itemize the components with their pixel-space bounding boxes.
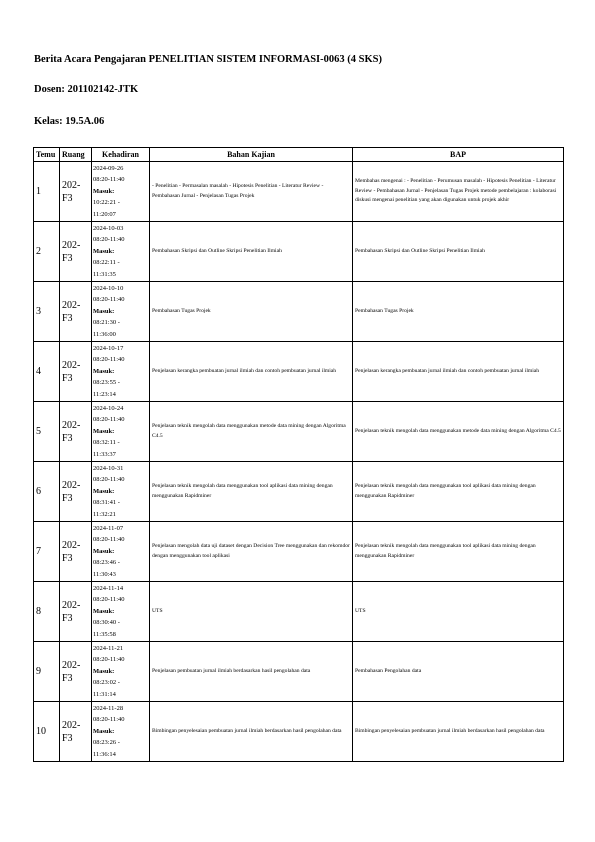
table-row (34, 342, 564, 402)
table-row (34, 402, 564, 462)
cell-ruang: 202-F3 (60, 222, 92, 282)
kehadiran-masuk-label: Masuk: (93, 727, 115, 735)
cell-bahan-kajian: - Penelitian - Permasalan masalah - Hipotesis Penelitian - Literatur Review - Pembahasan Jurnal - Penjelasan Tugas Projek (150, 162, 353, 222)
cell-temu: 7 (34, 522, 60, 582)
table-row (34, 522, 564, 582)
kehadiran-jadwal: 08:20-11:40 (93, 656, 125, 664)
kehadiran-tanggal: 2024-10-10 (93, 284, 124, 292)
cell-bahan-kajian: UTS (150, 582, 353, 642)
col-header-kehadiran: Kehadiran (92, 148, 150, 162)
kehadiran-masuk-label: Masuk: (93, 667, 115, 675)
cell-ruang: 202-F3 (60, 162, 92, 222)
kehadiran-tanggal: 2024-09-26 (93, 164, 124, 172)
table-row (34, 582, 564, 642)
cell-bap: Membahas mengenai : - Penelitian - Perumusan masalah - Hipotesis Penelitian - Literatur Review - Pembahasan Jurnal - Penjelasan Tugas Projek metode pembelajaran : kolaborasi diskusi mengenai penelitian yang akan digunakan untuk projek akhir (353, 162, 564, 222)
document-title: Berita Acara Pengajaran PENELITIAN SISTEM INFORMASI-0063 (4 SKS) (34, 54, 382, 65)
kehadiran-masuk-label: Masuk: (93, 547, 115, 555)
kehadiran-jadwal: 08:20-11:40 (93, 356, 125, 364)
cell-kehadiran (92, 702, 150, 762)
kehadiran-jadwal: 08:20-11:40 (93, 416, 125, 424)
cell-temu: 6 (34, 462, 60, 522)
cell-bap: Pembahasan Pengolahan data (353, 642, 564, 702)
cell-ruang: 202-F3 (60, 462, 92, 522)
kehadiran-tanggal: 2024-11-28 (93, 704, 124, 712)
table-header-row (34, 148, 564, 162)
cell-temu: 10 (34, 702, 60, 762)
table-row (34, 282, 564, 342)
kehadiran-masuk: 08:30:40 - (93, 619, 120, 627)
kehadiran-keluar: 11:23:14 (93, 390, 116, 398)
kehadiran-keluar: 11:32:21 (93, 510, 116, 518)
table-row (34, 642, 564, 702)
cell-bahan-kajian: Penjelasan pembuatan jurnal ilmiah berdasarkan hasil pengolahan data (150, 642, 353, 702)
dosen-line: Dosen: 201102142-JTK (34, 84, 139, 95)
cell-kehadiran (92, 522, 150, 582)
kelas-line: Kelas: 19.5A.06 (34, 116, 105, 127)
kehadiran-masuk: 08:23:55 - (93, 379, 120, 387)
table-row (34, 702, 564, 762)
cell-temu: 3 (34, 282, 60, 342)
col-header-bap: BAP (353, 148, 564, 162)
table-row (34, 222, 564, 282)
kehadiran-masuk-label: Masuk: (93, 427, 115, 435)
kehadiran-keluar: 11:33:37 (93, 450, 116, 458)
kehadiran-jadwal: 08:20-11:40 (93, 596, 125, 604)
kehadiran-masuk: 08:22:11 - (93, 259, 120, 267)
cell-bap: Pembahasan Skripsi dan Outline Skripsi Penelitian Ilmiah (353, 222, 564, 282)
kehadiran-masuk-label: Masuk: (93, 247, 115, 255)
kehadiran-masuk: 08:23:46 - (93, 559, 120, 567)
kehadiran-keluar: 11:31:35 (93, 270, 116, 278)
cell-ruang: 202-F3 (60, 402, 92, 462)
kehadiran-masuk-label: Masuk: (93, 607, 115, 615)
kehadiran-masuk: 08:23:02 - (93, 679, 120, 687)
col-header-temu: Temu (34, 148, 60, 162)
kehadiran-masuk: 10:22:21 - (93, 199, 120, 207)
cell-temu: 2 (34, 222, 60, 282)
cell-bap: Bimbingan penyelesaian pembuatan jurnal ilmiah berdasarkan hasil pengolahan data (353, 702, 564, 762)
col-header-bahan-kajian: Bahan Kajian (150, 148, 353, 162)
bap-table (33, 147, 564, 762)
kehadiran-tanggal: 2024-10-17 (93, 344, 124, 352)
kehadiran-jadwal: 08:20-11:40 (93, 176, 125, 184)
cell-bahan-kajian: Pembahasan Skripsi dan Outline Skripsi Penelitian Ilmiah (150, 222, 353, 282)
cell-ruang: 202-F3 (60, 522, 92, 582)
kehadiran-keluar: 11:31:14 (93, 690, 116, 698)
cell-bap: Pembahasan Tugas Projek (353, 282, 564, 342)
cell-bahan-kajian: Penjelasan teknik mengolah data menggunakan tool aplikasi data mining dengan menggunakan Rapidminer (150, 462, 353, 522)
kehadiran-tanggal: 2024-10-24 (93, 404, 124, 412)
cell-bahan-kajian: Penjelasan teknik mengolah data menggunakan metode data mining dengan Algoritma C4.5 (150, 402, 353, 462)
cell-ruang: 202-F3 (60, 282, 92, 342)
kehadiran-jadwal: 08:20-11:40 (93, 296, 125, 304)
kehadiran-jadwal: 08:20-11:40 (93, 536, 125, 544)
kehadiran-tanggal: 2024-10-31 (93, 464, 124, 472)
cell-bahan-kajian: Penjelasan mengolah data uji dataset dengan Decision Tree menggunakan dan rekomdor dengan menggunakan tool aplikasi (150, 522, 353, 582)
table-row (34, 162, 564, 222)
kehadiran-keluar: 11:36:00 (93, 330, 116, 338)
cell-ruang: 202-F3 (60, 342, 92, 402)
cell-bap: Penjelasan teknik mengolah data menggunakan tool aplikasi data mining dengan menggunakan Rapidminer (353, 462, 564, 522)
kehadiran-keluar: 11:35:58 (93, 630, 116, 638)
kehadiran-keluar: 11:20:07 (93, 210, 116, 218)
cell-kehadiran (92, 582, 150, 642)
kehadiran-tanggal: 2024-11-07 (93, 524, 124, 532)
kehadiran-jadwal: 08:20-11:40 (93, 716, 125, 724)
kehadiran-masuk-label: Masuk: (93, 487, 115, 495)
cell-bahan-kajian: Pembahasan Tugas Projek (150, 282, 353, 342)
cell-kehadiran (92, 462, 150, 522)
kehadiran-masuk-label: Masuk: (93, 367, 115, 375)
cell-bap: Penjelasan kerangka pembuatan jurnal ilmiah dan contoh pembuatan jurnal ilmiah (353, 342, 564, 402)
cell-ruang: 202-F3 (60, 582, 92, 642)
cell-kehadiran (92, 402, 150, 462)
kehadiran-masuk: 08:32:11 - (93, 439, 120, 447)
cell-bap: UTS (353, 582, 564, 642)
cell-ruang: 202-F3 (60, 642, 92, 702)
kehadiran-keluar: 11:30:43 (93, 570, 116, 578)
table-row (34, 462, 564, 522)
cell-bap: Penjelasan teknik mengolah data menggunakan tool aplikasi data mining dengan menggunakan Rapidminer (353, 522, 564, 582)
cell-kehadiran (92, 342, 150, 402)
kehadiran-jadwal: 08:20-11:40 (93, 476, 125, 484)
col-header-ruang: Ruang (60, 148, 92, 162)
kehadiran-tanggal: 2024-11-14 (93, 584, 124, 592)
cell-bahan-kajian: Bimbingan penyelesaian pembuatan jurnal ilmiah berdasarkan hasil pengolahan data (150, 702, 353, 762)
cell-kehadiran (92, 162, 150, 222)
cell-bap: Penjelasan teknik mengolah data menggunakan metode data mining dengan Algoritma C4.5 (353, 402, 564, 462)
cell-temu: 4 (34, 342, 60, 402)
kehadiran-tanggal: 2024-11-21 (93, 644, 124, 652)
kehadiran-masuk-label: Masuk: (93, 187, 115, 195)
kehadiran-keluar: 11:36:14 (93, 750, 116, 758)
cell-kehadiran (92, 642, 150, 702)
cell-temu: 9 (34, 642, 60, 702)
cell-temu: 5 (34, 402, 60, 462)
kehadiran-masuk-label: Masuk: (93, 307, 115, 315)
kehadiran-jadwal: 08:20-11:40 (93, 236, 125, 244)
kehadiran-masuk: 08:31:41 - (93, 499, 120, 507)
kehadiran-tanggal: 2024-10-03 (93, 224, 124, 232)
kehadiran-masuk: 08:21:30 - (93, 319, 120, 327)
kehadiran-masuk: 08:23:26 - (93, 739, 120, 747)
cell-bahan-kajian: Penjelasan kerangka pembuatan jurnal ilmiah dan contoh pembuatan jurnal ilmiah (150, 342, 353, 402)
cell-ruang: 202-F3 (60, 702, 92, 762)
cell-kehadiran (92, 282, 150, 342)
cell-kehadiran (92, 222, 150, 282)
cell-temu: 8 (34, 582, 60, 642)
cell-temu: 1 (34, 162, 60, 222)
